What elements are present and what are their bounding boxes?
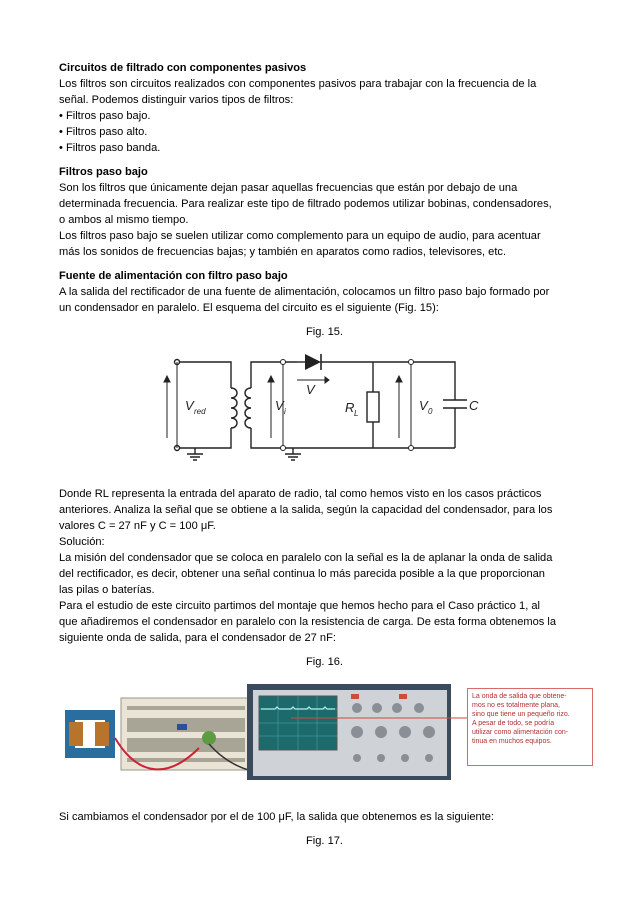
callout-line: tinua en muchos equipos.: [472, 738, 552, 745]
paragraph-line: Los filtros son circuitos realizados con componentes pasivos para trabajar con la frecuencia de la: [59, 78, 537, 90]
callout-line: A pesar de todo, se podría: [472, 720, 555, 727]
paragraph-line: determinada frecuencia. Para realizar este tipo de filtrado podemos utilizar bobinas, condensadores,: [59, 198, 552, 210]
label-c: C: [469, 398, 479, 413]
paragraph-line: anteriores. Analiza la señal que se obtiene a la salida, según la capacidad del condensador, para los: [59, 504, 553, 516]
label-v0: V: [419, 398, 428, 413]
callout-note: [467, 688, 593, 766]
label-vred-sub: red: [194, 407, 206, 416]
callout-line: mos no es totalmente plana,: [472, 702, 560, 709]
label-rl-sub: L: [354, 409, 359, 418]
paragraph-line: Si cambiamos el condensador por el de 100 μF, la salida que obtenemos es la siguiente:: [59, 811, 494, 823]
callout-line: La onda de salida que obtene-: [472, 693, 567, 700]
label-vi: V: [275, 398, 284, 413]
paragraph-line: Son los filtros que únicamente dejan pasar aquellas frecuencias que están por debajo de una: [59, 182, 518, 194]
paragraph-line: las pilas o baterías.: [59, 584, 155, 596]
paragraph-line: o ambos al mismo tiempo.: [59, 214, 189, 226]
figure-label-16: Fig. 16.: [306, 656, 343, 668]
label-vi-sub: i: [284, 407, 286, 416]
figure-label-17: Fig. 17.: [306, 835, 343, 847]
bullet-high-pass: • Filtros paso alto.: [59, 126, 148, 138]
document-page: [59, 60, 590, 849]
heading-low-pass-filters: Filtros paso bajo: [59, 166, 148, 178]
paragraph-line: A la salida del rectificador de una fuente de alimentación, colocamos un filtro paso bajo formado por: [59, 286, 550, 298]
callout-line: sino que tiene un pequeño rizo.: [472, 711, 570, 718]
oscilloscope-photo: [59, 678, 590, 783]
bullet-band-pass: • Filtros paso banda.: [59, 142, 161, 154]
label-v0-sub: 0: [428, 407, 433, 416]
paragraph-line: Los filtros paso bajo se suelen utilizar como complemento para un equipo de audio, para acentuar: [59, 230, 541, 242]
paragraph-line: un condensador en paralelo. El esquema del circuito es el siguiente (Fig. 15):: [59, 302, 439, 314]
circuit-diagram: [143, 348, 479, 464]
callout-line: utilizar como alimentación con-: [472, 729, 569, 736]
paragraph-line: valores C = 27 nF y C = 100 μF.: [59, 520, 216, 532]
label-vred: V: [185, 398, 194, 413]
paragraph-line: más los sonidos de frecuencias bajas; y también en aparatos como radios, televisores, etc.: [59, 246, 507, 258]
paragraph-line: Para el estudio de este circuito partimos del montaje que hemos hecho para el Caso práctico 1, al: [59, 600, 540, 612]
figure-label-15: Fig. 15.: [306, 326, 343, 338]
paragraph-line: La misión del condensador que se coloca en paralelo con la señal es la de aplanar la onda de salida: [59, 552, 553, 564]
paragraph-line: señal. Podemos distinguir varios tipos de filtros:: [59, 94, 294, 106]
heading-power-supply: Fuente de alimentación con filtro paso bajo: [59, 270, 288, 282]
paragraph-line: que añadiremos el condensador en paralelo con la resistencia de carga. De esta forma obtenemos la: [59, 616, 557, 628]
paragraph-line: del rectificador, es decir, obtener una señal continua lo más parecida posible a la que proporcionan: [59, 568, 545, 580]
heading-filter-circuits: Circuitos de filtrado con componentes pasivos: [59, 62, 307, 74]
label-rl: R: [345, 400, 355, 415]
bullet-low-pass: • Filtros paso bajo.: [59, 110, 151, 122]
paragraph-line: siguiente onda de salida, para el condensador de 27 nF:: [59, 632, 336, 644]
solution-label: Solución:: [59, 536, 105, 548]
label-v: V: [306, 382, 315, 397]
paragraph-line: Donde RL representa la entrada del aparato de radio, tal como hemos visto en los casos prácticos: [59, 488, 542, 500]
